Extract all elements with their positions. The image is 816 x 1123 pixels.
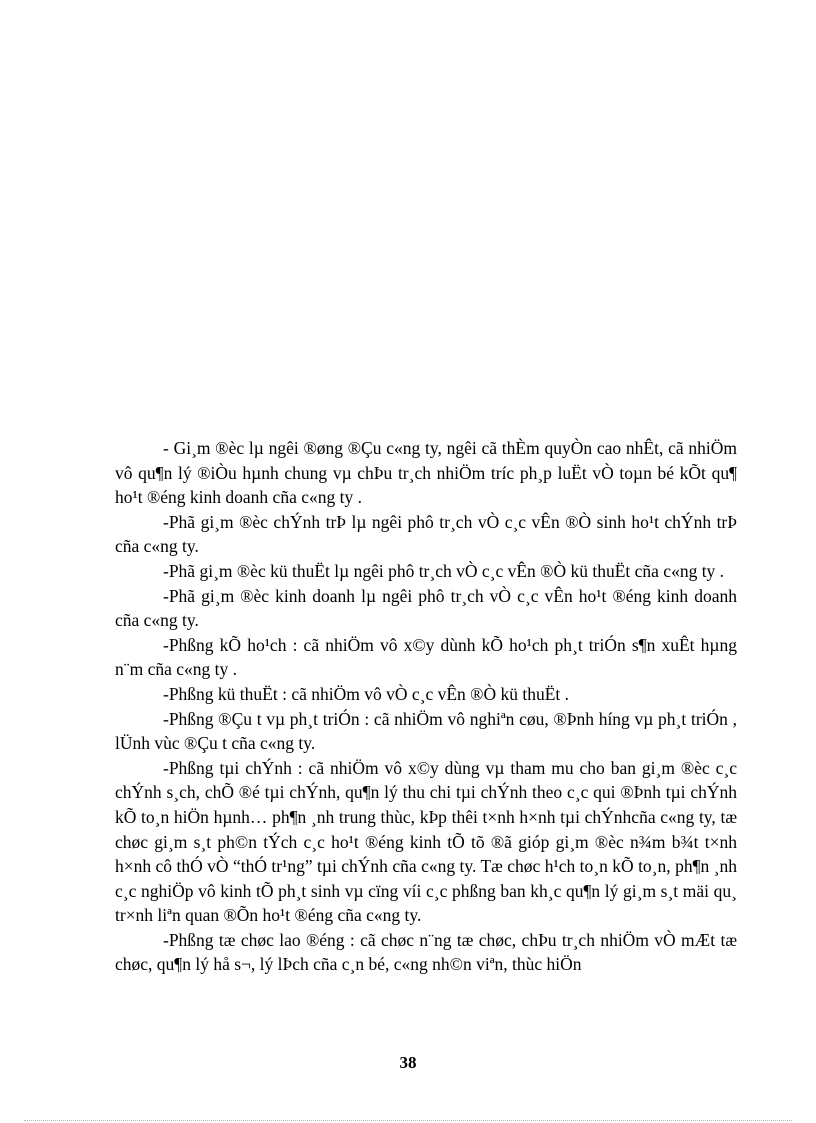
paragraph-phong-to-chuc: -Phßng tæ chøc lao ®éng : cã chøc n¨ng tæ chøc, chÞu tr¸ch nhiÖm vÒ mÆt tæ chøc, qu¶n lý hå s¬, lý lÞch cña c¸n bé, c«ng nh©n viªn, thùc hiÖn: [115, 929, 737, 975]
paragraph-pho-giam-doc-kinh-doanh: -Phã gi¸m ®èc kinh doanh lµ ngêi phô tr¸ch vÒ c¸c vÊn ho¹t ®éng kinh doanh cña c«ng ty.: [115, 585, 737, 631]
paragraph-phong-ke-hoach: -Phßng kÕ ho¹ch : cã nhiÖm vô x©y dùnh kÕ ho¹ch ph¸t triÓn s¶n xuÊt hµng n¨m cña c«ng ty .: [115, 634, 737, 680]
paragraph-phong-tai-chinh: -Phßng tµi chÝnh : cã nhiÖm vô x©y dùng vµ tham mu cho ban gi¸m ®èc c¸c chÝnh s¸ch, chÕ ®é tµi chÝnh, qu¶n lý thu chi tµi chÝnh theo c¸c qui ®Þnh tµi chÝnh kÕ to¸n hiÖn hµnh… ph¶n ¸nh trung thùc, kÞp thêi t×nh h×nh tµi chÝnhcña c«ng ty, tæ chøc gi¸m s¸t ph©n tÝch c¸c ho¹t ®éng kinh tÕ tõ ®ã gióp gi¸m ®èc n¾m b¾t t×nh h×nh cô thÓ vÒ “thÓ tr¹ng” tµi chÝnh cña c«ng ty. Tæ chøc h¹ch to¸n kÕ to¸n, ph¶n ¸nh c¸c nghiÖp vô kinh tÕ ph¸t sinh vµ cïng víi c¸c phßng ban kh¸c qu¶n lý gi¸m s¸t mäi qu¸ tr×nh liªn quan ®Õn ho¹t ®éng cña c«ng ty.: [115, 757, 737, 926]
body-text: [115, 436, 737, 977]
paragraph-giam-doc: - Gi¸m ®èc lµ ngêi ®øng ®Çu c«ng ty, ngêi cã thÈm quyÒn cao nhÊt, cã nhiÖm vô qu¶n lý ®iÒu hµnh chung vµ chÞu tr¸ch nhiÖm tríc ph¸p luËt vÒ toµn bé kÕt qu¶ ho¹t ®éng kinh doanh cña c«ng ty .: [115, 438, 737, 508]
page-bottom-divider: [24, 1120, 792, 1121]
page-number: 38: [399, 1053, 417, 1072]
paragraph-phong-dau-tu: -Phßng ®Çu t vµ ph¸t triÓn : cã nhiÖm vô nghiªn cøu, ®Þnh híng vµ ph¸t triÓn , lÜnh vùc ®Çu t cña c«ng ty.: [115, 708, 737, 754]
paragraph-pho-giam-doc-chinh-tri: -Phã gi¸m ®èc chÝnh trÞ lµ ngêi phô tr¸ch vÒ c¸c vÊn ®Ò sinh ho¹t chÝnh trÞ cña c«ng ty.: [115, 511, 737, 557]
paragraph-phong-ky-thuat: -Phßng kü thuËt : cã nhiÖm vô vÒ c¸c vÊn ®Ò kü thuËt .: [163, 683, 570, 704]
paragraph-pho-giam-doc-ky-thuat: -Phã gi¸m ®èc kü thuËt lµ ngêi phô tr¸ch vÒ c¸c vÊn ®Ò kü thuËt cña c«ng ty .: [163, 560, 725, 581]
